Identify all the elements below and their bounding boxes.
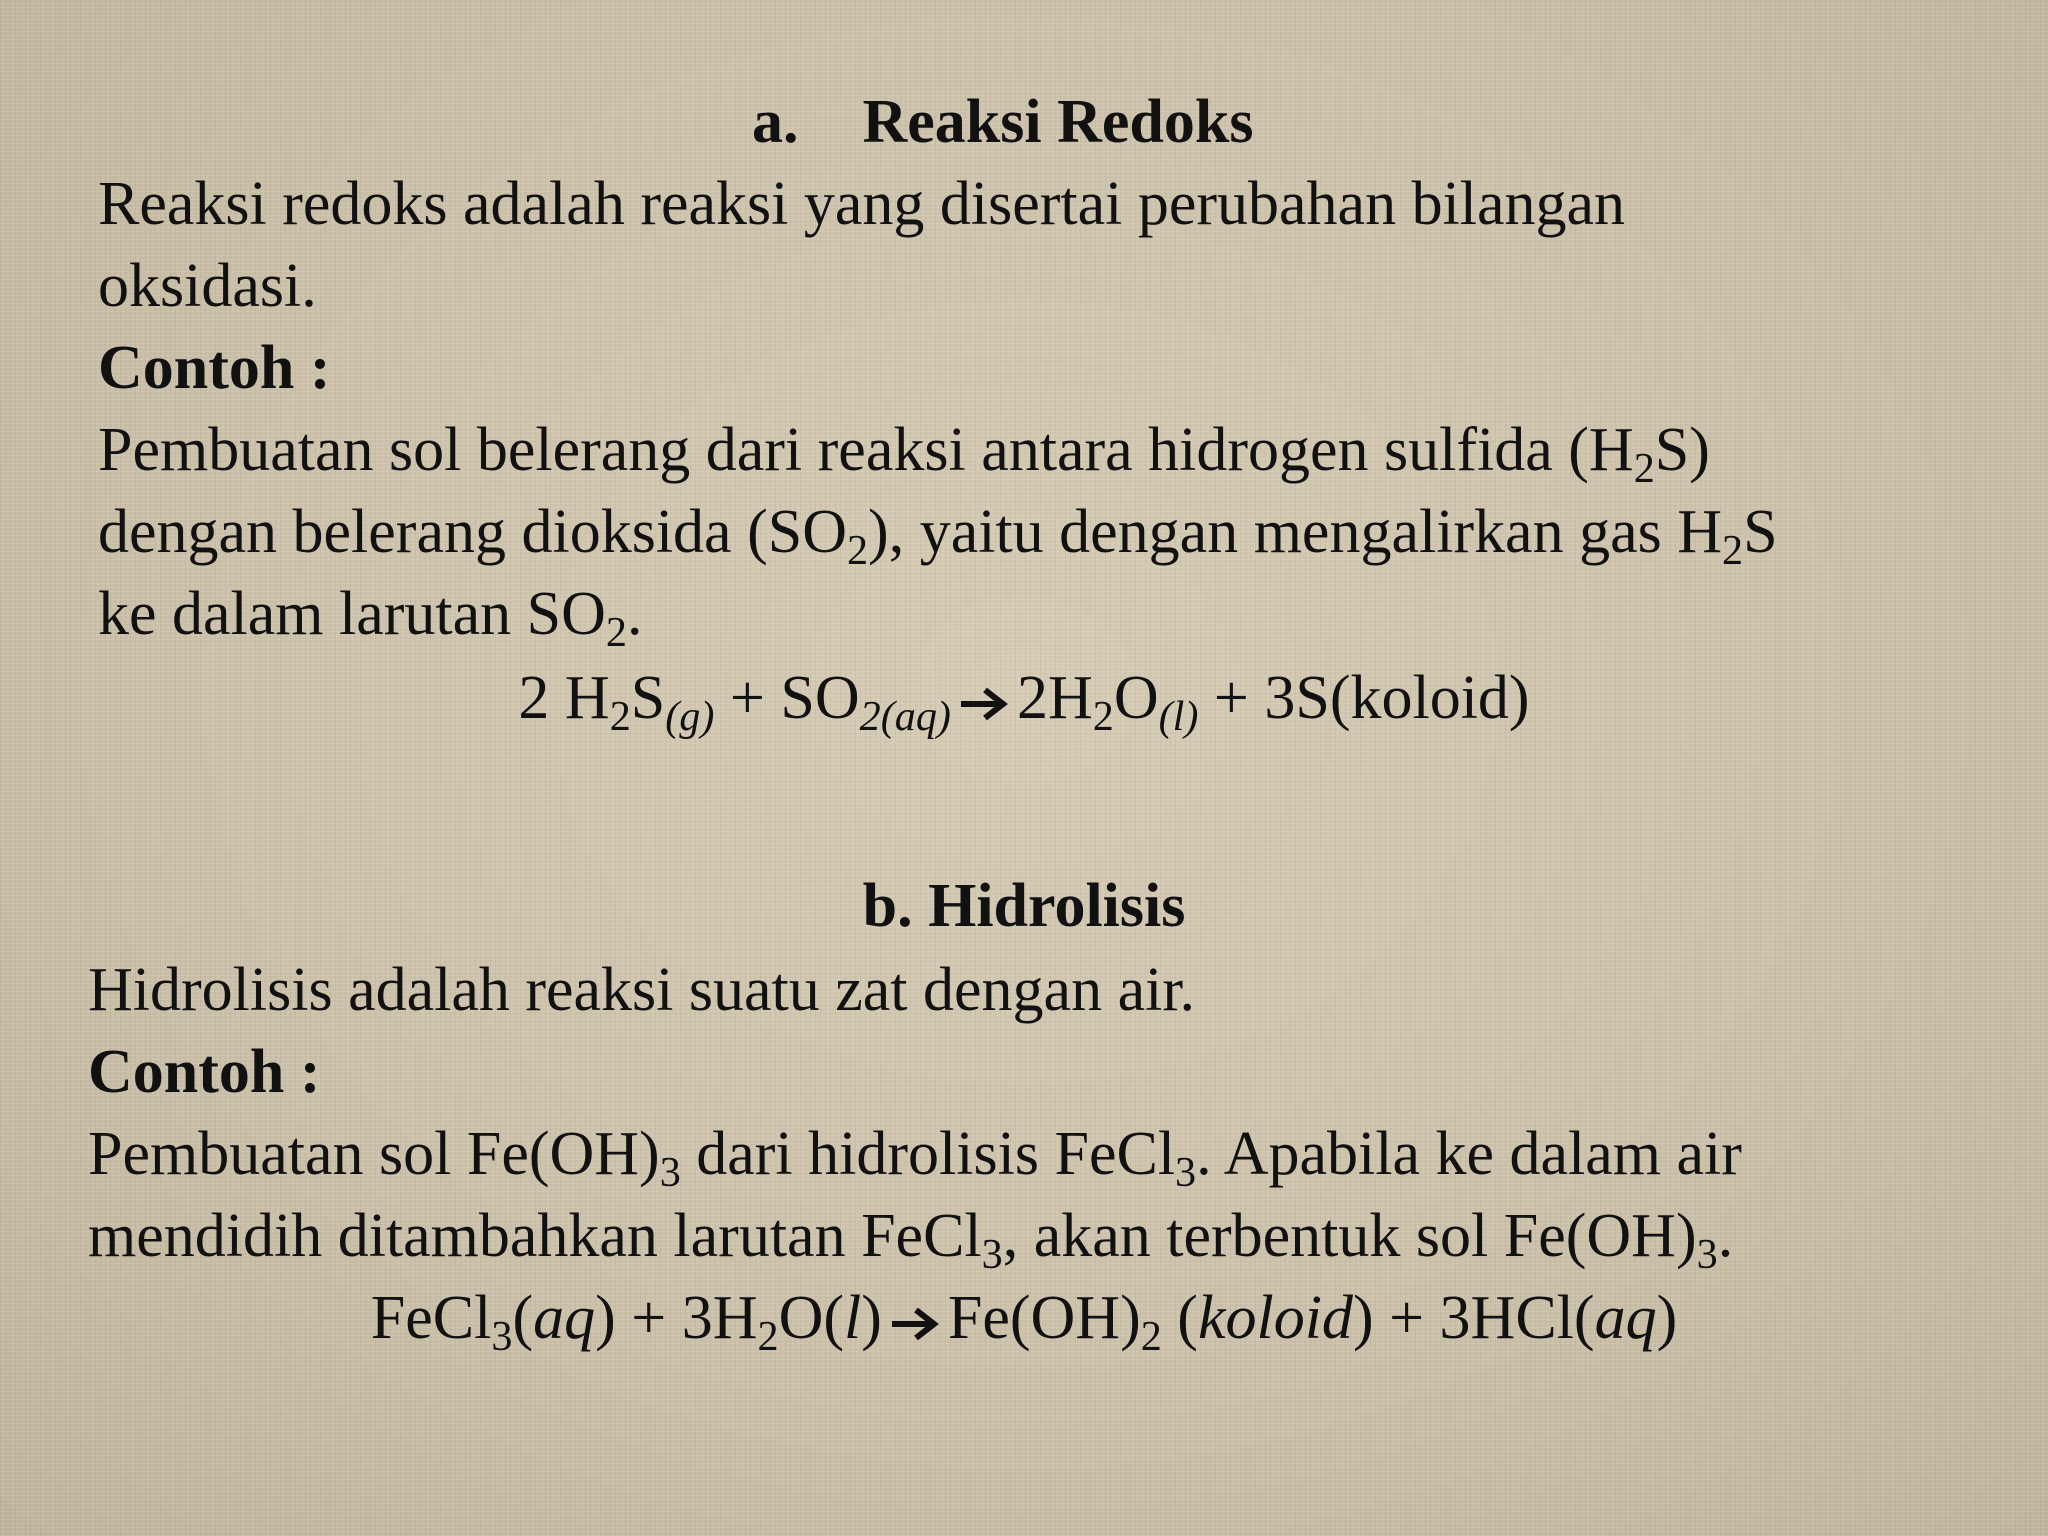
subscript: 3 bbox=[981, 1230, 1003, 1278]
text-run: , akan terbentuk sol Fe(OH) bbox=[1002, 1202, 1697, 1270]
subscript: (g) bbox=[665, 692, 715, 740]
subscript: 2 bbox=[1722, 526, 1744, 574]
equation-part: S bbox=[630, 664, 666, 732]
section-a-example-line1 bbox=[98, 414, 1710, 492]
equation-part: + SO bbox=[714, 664, 860, 732]
arrow-right-icon bbox=[888, 1304, 942, 1344]
equation-part: O( bbox=[778, 1284, 844, 1352]
equation-part: ) bbox=[861, 1284, 882, 1352]
text-run: Pembuatan sol belerang dari reaksi antara hidrogen sulfida (H bbox=[98, 416, 1634, 484]
equation-part: aq bbox=[1594, 1284, 1657, 1352]
text-run: Pembuatan sol Fe(OH) bbox=[88, 1120, 660, 1188]
subscript: 3 bbox=[1175, 1148, 1197, 1196]
section-b-example-line1 bbox=[88, 1118, 1742, 1196]
equation-part: ) bbox=[1656, 1284, 1678, 1352]
equation-part: aq bbox=[533, 1284, 596, 1352]
subscript: 2 bbox=[609, 692, 631, 740]
subscript: 2 bbox=[1633, 444, 1655, 492]
section-b-equation bbox=[0, 1282, 2048, 1360]
text-run: S bbox=[1743, 498, 1778, 566]
section-a-title: Reaksi Redoks bbox=[862, 88, 1254, 156]
subscript: 2 bbox=[605, 608, 627, 656]
equation-part: ( bbox=[1161, 1284, 1198, 1352]
equation-part: koloid bbox=[1197, 1284, 1353, 1352]
text-run: . bbox=[626, 580, 643, 648]
equation-part: 2H bbox=[1016, 664, 1093, 732]
text-run: dengan belerang dioksida (SO bbox=[98, 498, 847, 566]
section-a-heading bbox=[752, 86, 1254, 158]
subscript: 3 bbox=[659, 1148, 681, 1196]
subscript: 2 bbox=[757, 1312, 779, 1360]
section-a-definition-line2: oksidasi. bbox=[98, 252, 317, 320]
equation-part: FeCl bbox=[370, 1284, 492, 1352]
subscript: 3 bbox=[1696, 1230, 1718, 1278]
arrow-right-icon bbox=[957, 684, 1011, 724]
subscript: 2 bbox=[1140, 1312, 1162, 1360]
text-run: dari hidrolisis FeCl bbox=[680, 1120, 1176, 1188]
equation-part: 2 H bbox=[518, 664, 610, 732]
text-run: . bbox=[1717, 1202, 1734, 1270]
section-b-heading: b. Hidrolisis bbox=[862, 872, 1186, 940]
equation-part: O bbox=[1113, 664, 1159, 732]
subscript: (l) bbox=[1158, 692, 1199, 740]
text-run: ), yaitu dengan mengalirkan gas H bbox=[868, 498, 1722, 566]
equation-part: ) + 3HCl( bbox=[1352, 1284, 1595, 1352]
section-a-example-label: Contoh : bbox=[98, 334, 331, 402]
equation-part: ) + 3H bbox=[595, 1284, 758, 1352]
subscript: 2 bbox=[1092, 692, 1114, 740]
text-run: ke dalam larutan SO bbox=[98, 580, 606, 648]
section-b-example-label: Contoh : bbox=[88, 1038, 321, 1106]
section-a-equation bbox=[0, 662, 2048, 740]
section-b-example-line2 bbox=[88, 1200, 1734, 1278]
equation-part: Fe(OH) bbox=[947, 1284, 1141, 1352]
section-a-marker: a. bbox=[752, 88, 799, 156]
subscript: 2(aq) bbox=[859, 692, 951, 740]
equation-part: + 3S(koloid) bbox=[1198, 664, 1530, 732]
equation-part: l bbox=[843, 1284, 862, 1352]
subscript: 2 bbox=[846, 526, 869, 574]
section-a-example-line2 bbox=[98, 496, 1778, 574]
equation-part: ( bbox=[512, 1284, 534, 1352]
text-run: . Apabila ke dalam air bbox=[1196, 1120, 1742, 1188]
text-run: mendidih ditambahkan larutan FeCl bbox=[88, 1202, 982, 1270]
text-run: S) bbox=[1654, 416, 1710, 484]
section-a-example-line3 bbox=[98, 578, 643, 656]
section-a-definition-line1: Reaksi redoks adalah reaksi yang disertai perubahan bilangan bbox=[98, 170, 1626, 238]
section-b-definition: Hidrolisis adalah reaksi suatu zat dengan air. bbox=[88, 956, 1196, 1024]
subscript: 3 bbox=[491, 1312, 513, 1360]
